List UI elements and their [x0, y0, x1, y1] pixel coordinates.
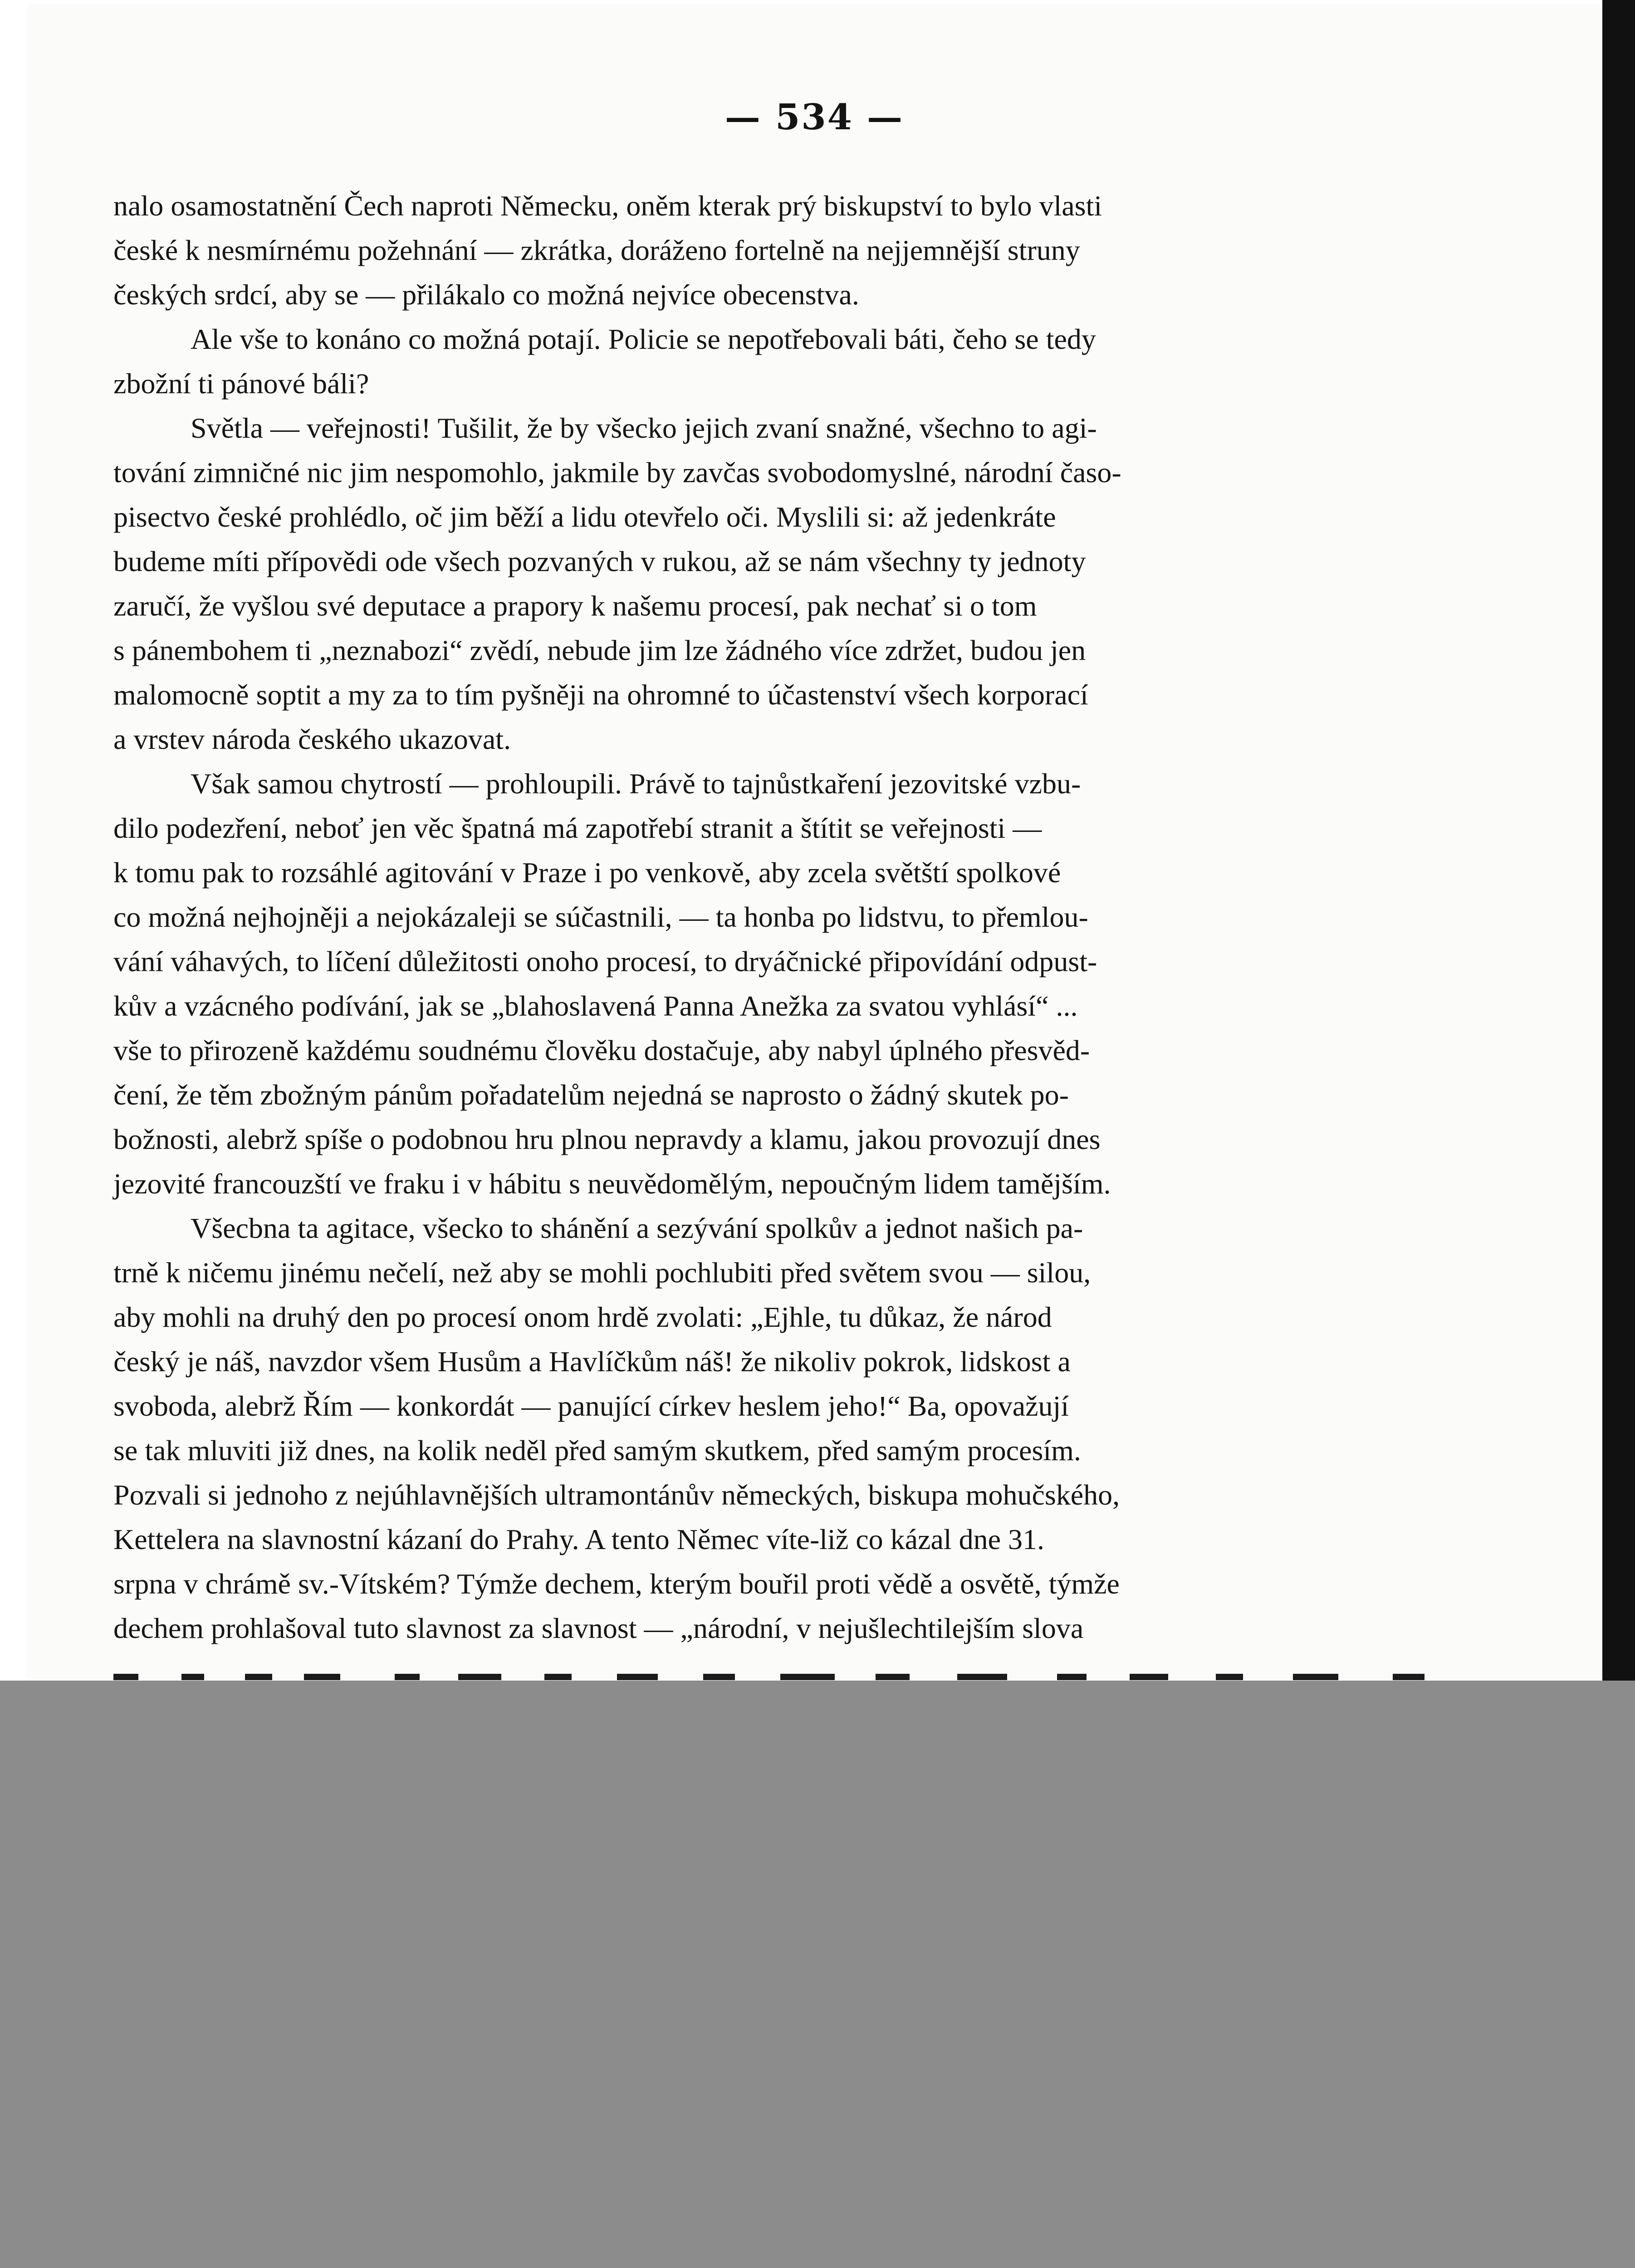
- book-page: [27, 5, 1601, 1681]
- text-line: budeme míti přípovědi ode všech pozvaných v rukou, až se nám všechny ty jednoty: [113, 545, 1086, 577]
- text-line: a vrstev národa českého ukazovat.: [113, 723, 511, 755]
- text-line: české k nesmírnému požehnání — zkrátka, doráženo fortelně na nejjemnější struny: [113, 234, 1080, 266]
- text-line: se tak mluviti již dnes, na kolik neděl před samým skutkem, před samým procesím.: [113, 1434, 1081, 1466]
- text-line: aby mohli na druhý den po procesí onom hrdě zvolati: „Ejhle, tu důkaz, že národ: [113, 1301, 1052, 1333]
- page-number: — 534 —: [724, 97, 904, 138]
- text-line: Kettelera na slavnostní kázaní do Prahy. A tento Němec víte-liž co kázal dne 31.: [113, 1523, 1045, 1555]
- scan-dark-edge: [1602, 0, 1635, 1681]
- text-line: vše to přirozeně každému soudnému člověku dostačuje, aby nabyl úplného přesvěd-: [113, 1034, 1090, 1066]
- text-line: svoboda, alebrž Řím — konkordát — panující církev heslem jeho!“ Ba, opovažují: [113, 1390, 1069, 1422]
- text-line: český je náš, navzdor všem Husům a Havlíčkům náš! že nikoliv pokrok, lidskost a: [113, 1345, 1071, 1378]
- text-line: jezovité francouzští ve fraku i v hábitu s neuvědomělým, nepoučným lidem tamějším.: [113, 1168, 1111, 1200]
- text-line: k tomu pak to rozsáhlé agitování v Praze i po venkově, aby zcela světští spolkové: [113, 856, 1061, 889]
- text-line: vání váhavých, to líčení důležitosti onoho procesí, to dryáčnické připovídání odpust-: [113, 945, 1097, 978]
- body-text: [113, 184, 1538, 1651]
- text-line: Pozvali si jednoho z nejúhlavnějších ultramontánův německých, biskupa mohučského,: [113, 1479, 1120, 1511]
- text-line: malomocně soptit a my za to tím pyšněji na ohromné to účastenství všech korporací: [113, 679, 1088, 711]
- text-line: zaručí, že vyšlou své deputace a prapory k našemu procesí, pak nechať si o tom: [113, 590, 1037, 622]
- text-line: tování zimničné nic jim nespomohlo, jakmile by zavčas svobodomyslné, národní časo-: [113, 456, 1121, 489]
- text-line: kův a vzácného podívání, jak se „blahoslavená Panna Anežka za svatou vyhlásí“ ...: [113, 990, 1078, 1022]
- text-line: Ale vše to konáno co možná potají. Policie se nepotřebovali báti, čeho se tedy: [191, 323, 1096, 355]
- blank-scan-area: [0, 1681, 1635, 2268]
- text-line: čení, že těm zbožným pánům pořadatelům nejedná se naprosto o žádný skutek po-: [113, 1079, 1069, 1111]
- text-line: božnosti, alebrž spíše o podobnou hru plnou nepravdy a klamu, jakou provozují dnes: [113, 1123, 1101, 1155]
- text-line: českých srdcí, aby se — přilákalo co možná nejvíce obecenstva.: [113, 279, 859, 311]
- text-line: dilo podezření, neboť jen věc špatná má zapotřebí stranit a štítit se veřejnosti —: [113, 812, 1042, 844]
- text-line: co možná nejhojněji a nejokázaleji se súčastnili, — ta honba po lidstvu, to přemlou-: [113, 901, 1088, 933]
- text-line: zbožní ti pánové báli?: [113, 367, 369, 400]
- text-line: pisectvo české prohlédlo, oč jim běží a lidu otevřelo oči. Myslili si: až jedenkráte: [113, 501, 1056, 533]
- text-line: s pánembohem ti „neznabozi“ zvědí, nebude jim lze žádného více zdržet, budou jen: [113, 634, 1086, 666]
- text-line: nalo osamostatnění Čech naproti Německu, oněm kterak prý biskupství to bylo vlasti: [113, 190, 1102, 222]
- text-line: Světla — veřejnosti! Tušilit, že by všecko jejich zvaní snažné, všechno to agi-: [191, 412, 1097, 444]
- text-line: Všecbna ta agitace, všecko to shánění a sezývání spolkův a jednot našich pa-: [191, 1212, 1083, 1244]
- text-line: dechem prohlašoval tuto slavnost za slavnost — „národní, v nejušlechtilejším slova: [113, 1612, 1084, 1644]
- text-line: Však samou chytrostí — prohloupili. Právě to tajnůstkaření jezovitské vzbu-: [191, 767, 1081, 800]
- text-line: srpna v chrámě sv.-Vítském? Týmže dechem, kterým bouřil proti vědě a osvětě, týmže: [113, 1568, 1120, 1600]
- text-line: trně k ničemu jinému nečelí, než aby se mohli pochlubiti před světem svou — silou,: [113, 1256, 1091, 1289]
